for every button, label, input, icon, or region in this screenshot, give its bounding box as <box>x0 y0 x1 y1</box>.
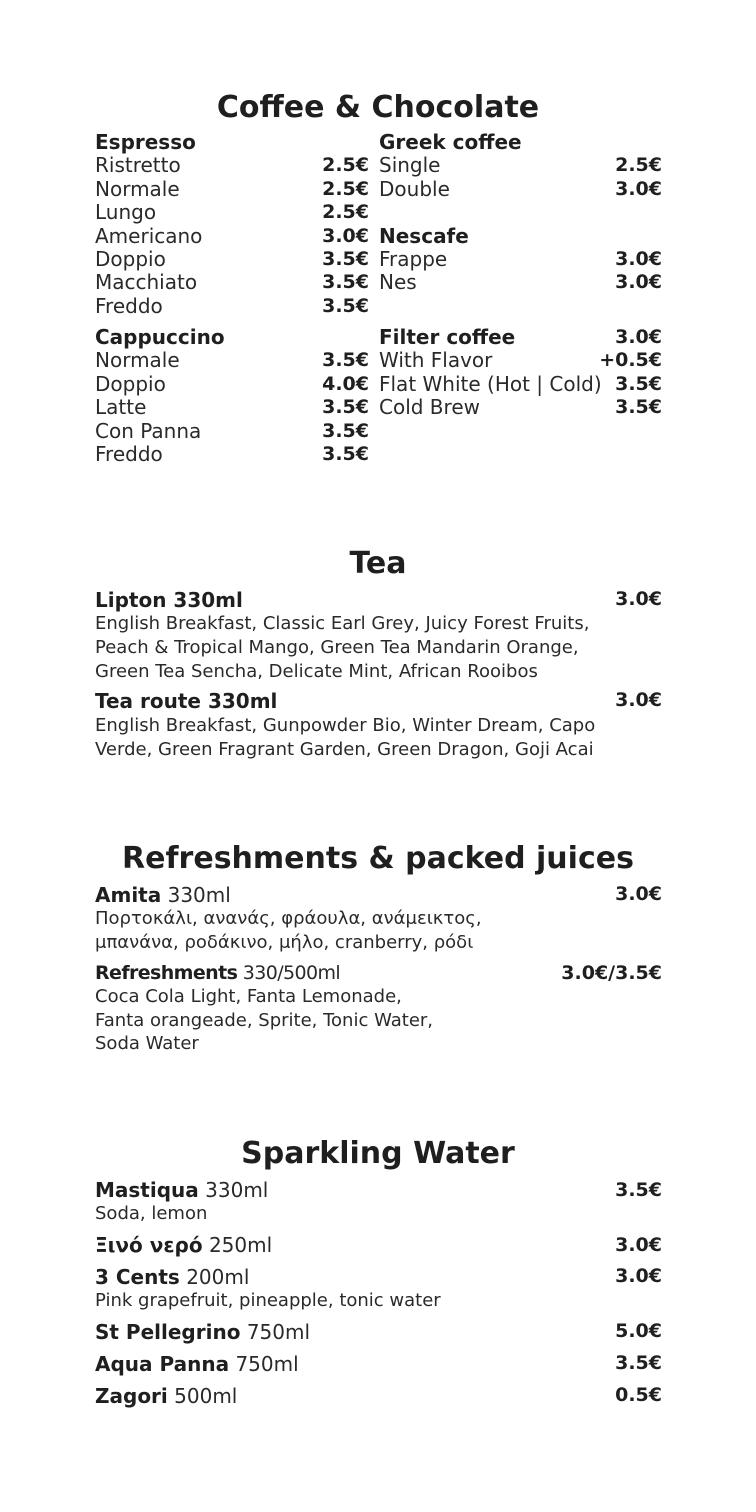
coffee-section-title: Coffee & Chocolate <box>216 90 540 125</box>
greek-nescafe-names-column <box>379 131 522 295</box>
menu-item-name: Nes <box>379 270 417 295</box>
greek-nescafe-prices-column <box>590 154 662 294</box>
3-cents-title <box>95 1265 249 1289</box>
3-cents-desc: Pink grapefruit, pineapple, tonic water <box>95 1290 441 1311</box>
st-pellegrino-name: St Pellegrino <box>95 1320 241 1344</box>
menu-item-price: 3.0€ <box>322 224 369 247</box>
menu-item-price: 2.5€ <box>322 154 369 177</box>
cappuccino-header: Cappuccino <box>95 325 225 349</box>
menu-item-name: Double <box>379 176 450 201</box>
menu-item-name: Cold Brew <box>379 395 480 420</box>
menu-item-name: With Flavor <box>379 348 493 373</box>
menu-item-price: 4.0€ <box>322 372 369 395</box>
3-cents-name: 3 Cents <box>95 1265 180 1289</box>
espresso-names-column <box>95 131 202 318</box>
amita-desc-line: μπανάνα, ροδάκινο, μήλο, cranberry, ρόδι <box>95 932 474 953</box>
menu-item-price: 2.5€ <box>322 177 369 200</box>
cappuccino-prices-column <box>300 349 369 466</box>
menu-item-price: 3.5€ <box>322 271 369 294</box>
menu-item-name: Flat White (Hot | Cold) <box>379 371 602 396</box>
menu-item-name: Freddo <box>95 441 163 466</box>
filter-coffee-header: Filter coffee <box>379 325 516 349</box>
aqua-panna-title <box>95 1352 299 1376</box>
lipton-desc-line: Peach & Tropical Mango, Green Tea Mandarin Orange, <box>95 637 579 658</box>
amita-price: 3.0€ <box>615 883 662 905</box>
xino-nero-size: 250ml <box>208 1233 273 1257</box>
menu-item-price: 3.5€ <box>615 372 662 395</box>
zagori-name: Zagori <box>95 1384 168 1408</box>
refreshments-section-title: Refreshments & packed juices <box>122 841 634 876</box>
3-cents-price: 3.0€ <box>615 1265 662 1287</box>
menu-item-name: Single <box>379 153 441 178</box>
amita-title <box>95 883 231 907</box>
menu-item-price: 3.0€ <box>615 271 662 294</box>
cappuccino-names-column <box>95 326 225 466</box>
menu-item-price: 3.5€ <box>322 442 369 465</box>
aqua-panna-price: 3.5€ <box>615 1352 662 1374</box>
menu-item-name: Doppio <box>95 246 166 271</box>
menu-item-name: Normale <box>95 348 180 373</box>
filter-coffee-price: 3.0€ <box>615 326 662 348</box>
greek-coffee-header: Greek coffee <box>379 130 522 154</box>
menu-item-price: 3.5€ <box>322 349 369 372</box>
refreshments-desc-line: Soda Water <box>95 1033 199 1054</box>
mastiqua-desc: Soda, lemon <box>95 1203 208 1224</box>
menu-item-price: +0.5€ <box>599 349 662 372</box>
mastiqua-name: Mastiqua <box>95 1178 199 1202</box>
amita-size: 330ml <box>167 883 231 907</box>
menu-item-name: Latte <box>95 395 147 420</box>
aqua-panna-name: Aqua Panna <box>95 1352 230 1376</box>
menu-item-price: 3.5€ <box>615 396 662 419</box>
lipton-name: Lipton 330ml <box>95 588 243 612</box>
refreshments-title <box>95 961 340 985</box>
menu-item-name: Americano <box>95 223 203 248</box>
refreshments-name: Refreshments <box>95 962 238 984</box>
menu-item-price: 3.5€ <box>322 294 369 317</box>
menu-item-price: 2.5€ <box>322 201 369 224</box>
xino-nero-name: Ξινό νερό <box>95 1233 203 1257</box>
filter-coffee-names-column <box>379 326 602 420</box>
zagori-price: 0.5€ <box>615 1384 662 1406</box>
espresso-header: Espresso <box>95 130 196 154</box>
menu-item-price: 3.5€ <box>322 247 369 270</box>
tea-route-name: Tea route 330ml <box>95 689 278 713</box>
tea-route-desc-line: English Breakfast, Gunpowder Bio, Winter Dream, Capo <box>95 715 596 736</box>
water-section-title: Sparkling Water <box>241 1136 515 1171</box>
aqua-panna-size: 750ml <box>235 1352 299 1376</box>
amita-name: Amita <box>95 883 162 907</box>
tea-section-title: Tea <box>349 546 407 581</box>
menu-item-name: Lungo <box>95 200 157 225</box>
st-pellegrino-price: 5.0€ <box>615 1320 662 1342</box>
zagori-title <box>95 1384 237 1408</box>
menu-item-price: 2.5€ <box>615 154 662 177</box>
mastiqua-price: 3.5€ <box>615 1179 662 1201</box>
xino-nero-price: 3.0€ <box>615 1234 662 1256</box>
menu-item-price: 3.5€ <box>322 419 369 442</box>
tea-route-desc-line: Verde, Green Fragrant Garden, Green Dragon, Goji Acai <box>95 739 594 760</box>
menu-item-name: Ristretto <box>95 153 181 178</box>
menu-item-name: Frappe <box>379 246 448 271</box>
menu-item-price: 3.5€ <box>322 396 369 419</box>
menu-item-name: Freddo <box>95 293 163 318</box>
amita-desc-line: Πορτοκάλι, ανανάς, φράουλα, ανάμεικτος, <box>95 908 482 929</box>
menu-item-name: Normale <box>95 176 180 201</box>
refreshments-price: 3.0€/3.5€ <box>561 962 662 984</box>
xino-nero-title <box>95 1233 272 1257</box>
menu-item-price: 3.0€ <box>615 177 662 200</box>
filter-coffee-prices-column <box>590 326 662 420</box>
lipton-desc-line: English Breakfast, Classic Earl Grey, Juicy Forest Fruits, <box>95 613 590 634</box>
st-pellegrino-size: 750ml <box>246 1320 311 1344</box>
lipton-desc-line: Green Tea Sencha, Delicate Mint, African Rooibos <box>95 661 538 682</box>
espresso-prices-column <box>300 154 369 318</box>
nescafe-header: Nescafe <box>379 223 469 248</box>
refreshments-size: 330/500ml <box>242 962 341 984</box>
tea-route-price: 3.0€ <box>615 689 662 711</box>
mastiqua-title <box>95 1178 268 1202</box>
zagori-size: 500ml <box>174 1384 238 1408</box>
menu-item-name: Macchiato <box>95 270 198 295</box>
st-pellegrino-title <box>95 1320 310 1344</box>
menu-item-name: Con Panna <box>95 418 202 443</box>
menu-item-name: Doppio <box>95 371 166 396</box>
menu-item-price: 3.0€ <box>615 247 662 270</box>
refreshments-desc-line: Fanta orangeade, Sprite, Tonic Water, <box>95 1010 434 1031</box>
refreshments-desc-line: Coca Cola Light, Fanta Lemonade, <box>95 986 402 1007</box>
3-cents-size: 200ml <box>186 1265 250 1289</box>
mastiqua-size: 330ml <box>205 1178 269 1202</box>
lipton-price: 3.0€ <box>615 588 662 610</box>
